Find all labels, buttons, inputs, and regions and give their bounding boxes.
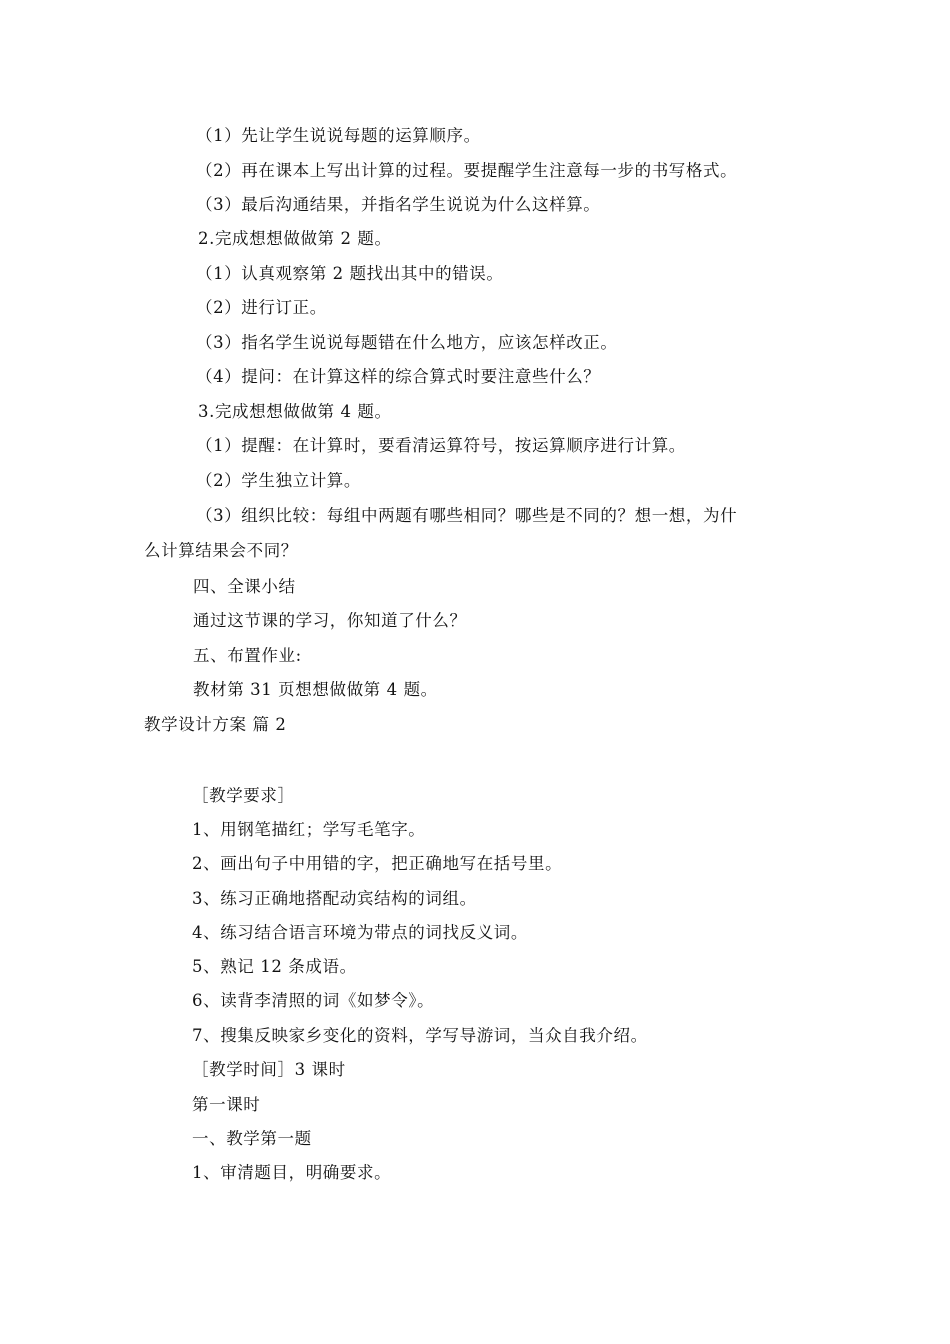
list-item: 7、搜集反映家乡变化的资料，学写导游词，当众自我介绍。 [192, 1026, 648, 1045]
text-line: （3）指名学生说说每题错在什么地方，应该怎样改正。 [196, 333, 618, 352]
section-heading: ［教学要求］ [192, 786, 295, 805]
section-heading: ［教学时间］3 课时 [192, 1060, 346, 1079]
text-line: （2）进行订正。 [196, 298, 327, 317]
list-item: 4、练习结合语言环境为带点的词找反义词。 [192, 923, 528, 942]
text-line: （1）认真观察第 2 题找出其中的错误。 [196, 264, 504, 283]
text-line: 1、审清题目，明确要求。 [192, 1163, 392, 1182]
list-item: 1、用钢笔描红；学写毛笔字。 [192, 820, 426, 839]
list-item: 3、练习正确地搭配动宾结构的词组。 [192, 889, 477, 908]
text-line: （2）学生独立计算。 [196, 471, 361, 490]
section-heading: 五、布置作业: [193, 646, 302, 665]
list-item: 5、熟记 12 条成语。 [192, 957, 357, 976]
section-heading: 一、教学第一题 [192, 1129, 312, 1148]
text-line: 3.完成想想做做第 4 题。 [198, 402, 392, 421]
text-line: 2.完成想想做做第 2 题。 [198, 229, 392, 248]
text-line: （3）最后沟通结果，并指名学生说说为什么这样算。 [196, 195, 601, 214]
text-line: （2）再在课本上写出计算的过程。要提醒学生注意每一步的书写格式。 [196, 161, 738, 180]
list-item: 2、画出句子中用错的字，把正确地写在括号里。 [192, 854, 563, 873]
list-item: 6、读背李清照的词《如梦令》。 [192, 991, 435, 1010]
text-line: 通过这节课的学习，你知道了什么？ [193, 611, 467, 630]
text-line: （1）提醒：在计算时，要看清运算符号，按运算顺序进行计算。 [196, 436, 686, 455]
text-line: （4）提问：在计算这样的综合算式时要注意些什么？ [196, 367, 601, 386]
document-title: 教学设计方案 篇 2 [144, 715, 287, 734]
section-heading: 四、全课小结 [193, 577, 296, 596]
text-line: 教材第 31 页想想做做第 4 题。 [193, 680, 438, 699]
section-heading: 第一课时 [192, 1095, 261, 1114]
text-line: 么计算结果会不同？ [144, 541, 298, 560]
text-line: （1）先让学生说说每题的运算顺序。 [196, 126, 481, 145]
text-line: （3）组织比较：每组中两题有哪些相同？哪些是不同的？想一想，为什 [196, 506, 738, 525]
